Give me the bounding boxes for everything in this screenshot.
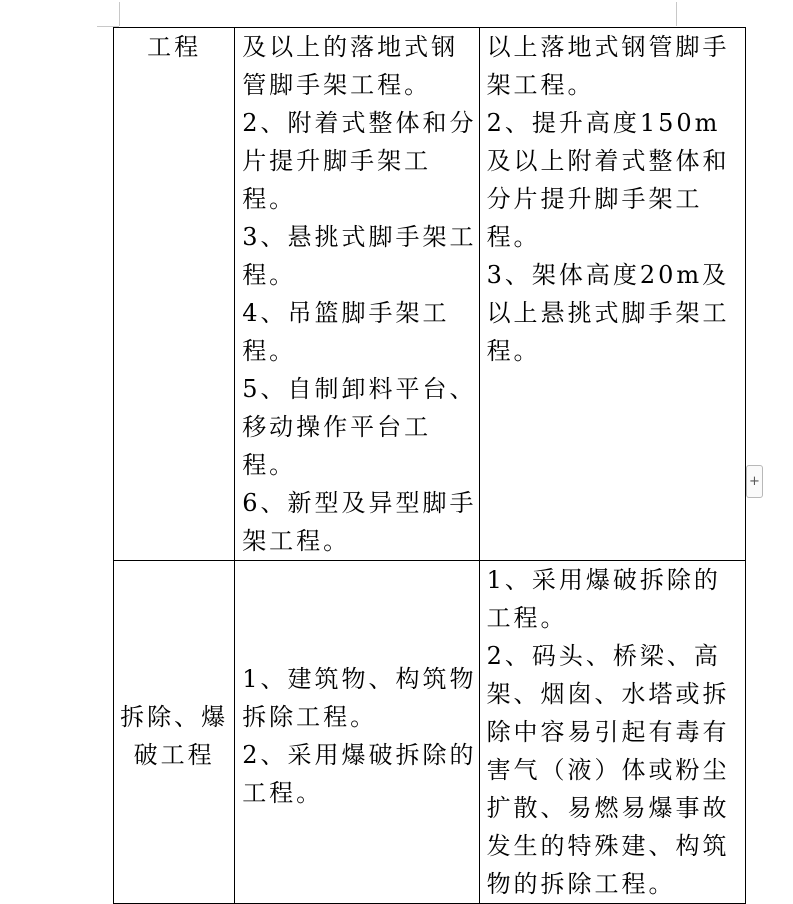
list-item: 2、采用爆破拆除的工程。: [242, 741, 477, 807]
category-text: 破工程: [133, 741, 215, 769]
category-cell[interactable]: [114, 28, 235, 561]
list-item: 3、架体高度20m及以上悬挑式脚手架工程。: [486, 261, 730, 365]
list-item: 1、采用爆破拆除的工程。: [486, 566, 721, 632]
scope-cell[interactable]: [235, 28, 479, 561]
list-item: 2、提升高度150m及以上附着式整体和分片提升脚手架工程。: [486, 109, 730, 251]
page-margin-right-mark: [676, 2, 677, 26]
table-row: [114, 561, 746, 904]
list-item: 及以上的落地式钢管脚手架工程。: [242, 33, 459, 99]
category-text: 工程: [147, 33, 202, 61]
category-cell[interactable]: [114, 561, 235, 904]
add-row-button[interactable]: [746, 465, 763, 498]
major-scope-cell[interactable]: [479, 28, 745, 561]
page-margin-left-mark: [119, 2, 120, 26]
scope-table: [113, 27, 746, 904]
table-row: [114, 28, 746, 561]
list-item: 6、新型及异型脚手架工程。: [242, 489, 477, 555]
list-item: 以上落地式钢管脚手架工程。: [486, 33, 730, 99]
plus-icon: +: [749, 474, 760, 489]
category-text: 拆除、爆: [120, 703, 229, 731]
major-scope-cell[interactable]: [479, 561, 745, 904]
list-item: 1、建筑物、构筑物拆除工程。: [242, 665, 477, 731]
list-item: 4、吊篮脚手架工程。: [242, 299, 450, 365]
list-item: 2、码头、桥梁、高架、烟囱、水塔或拆除中容易引起有毒有害气（液）体或粉尘扩散、易燃易爆事故发生的特殊建、构筑物的拆除工程。: [486, 642, 730, 898]
scope-cell[interactable]: [235, 561, 479, 904]
list-item: 3、悬挑式脚手架工程。: [242, 223, 477, 289]
list-item: 2、附着式整体和分片提升脚手架工程。: [242, 109, 477, 213]
list-item: 5、自制卸料平台、移动操作平台工程。: [242, 375, 477, 479]
